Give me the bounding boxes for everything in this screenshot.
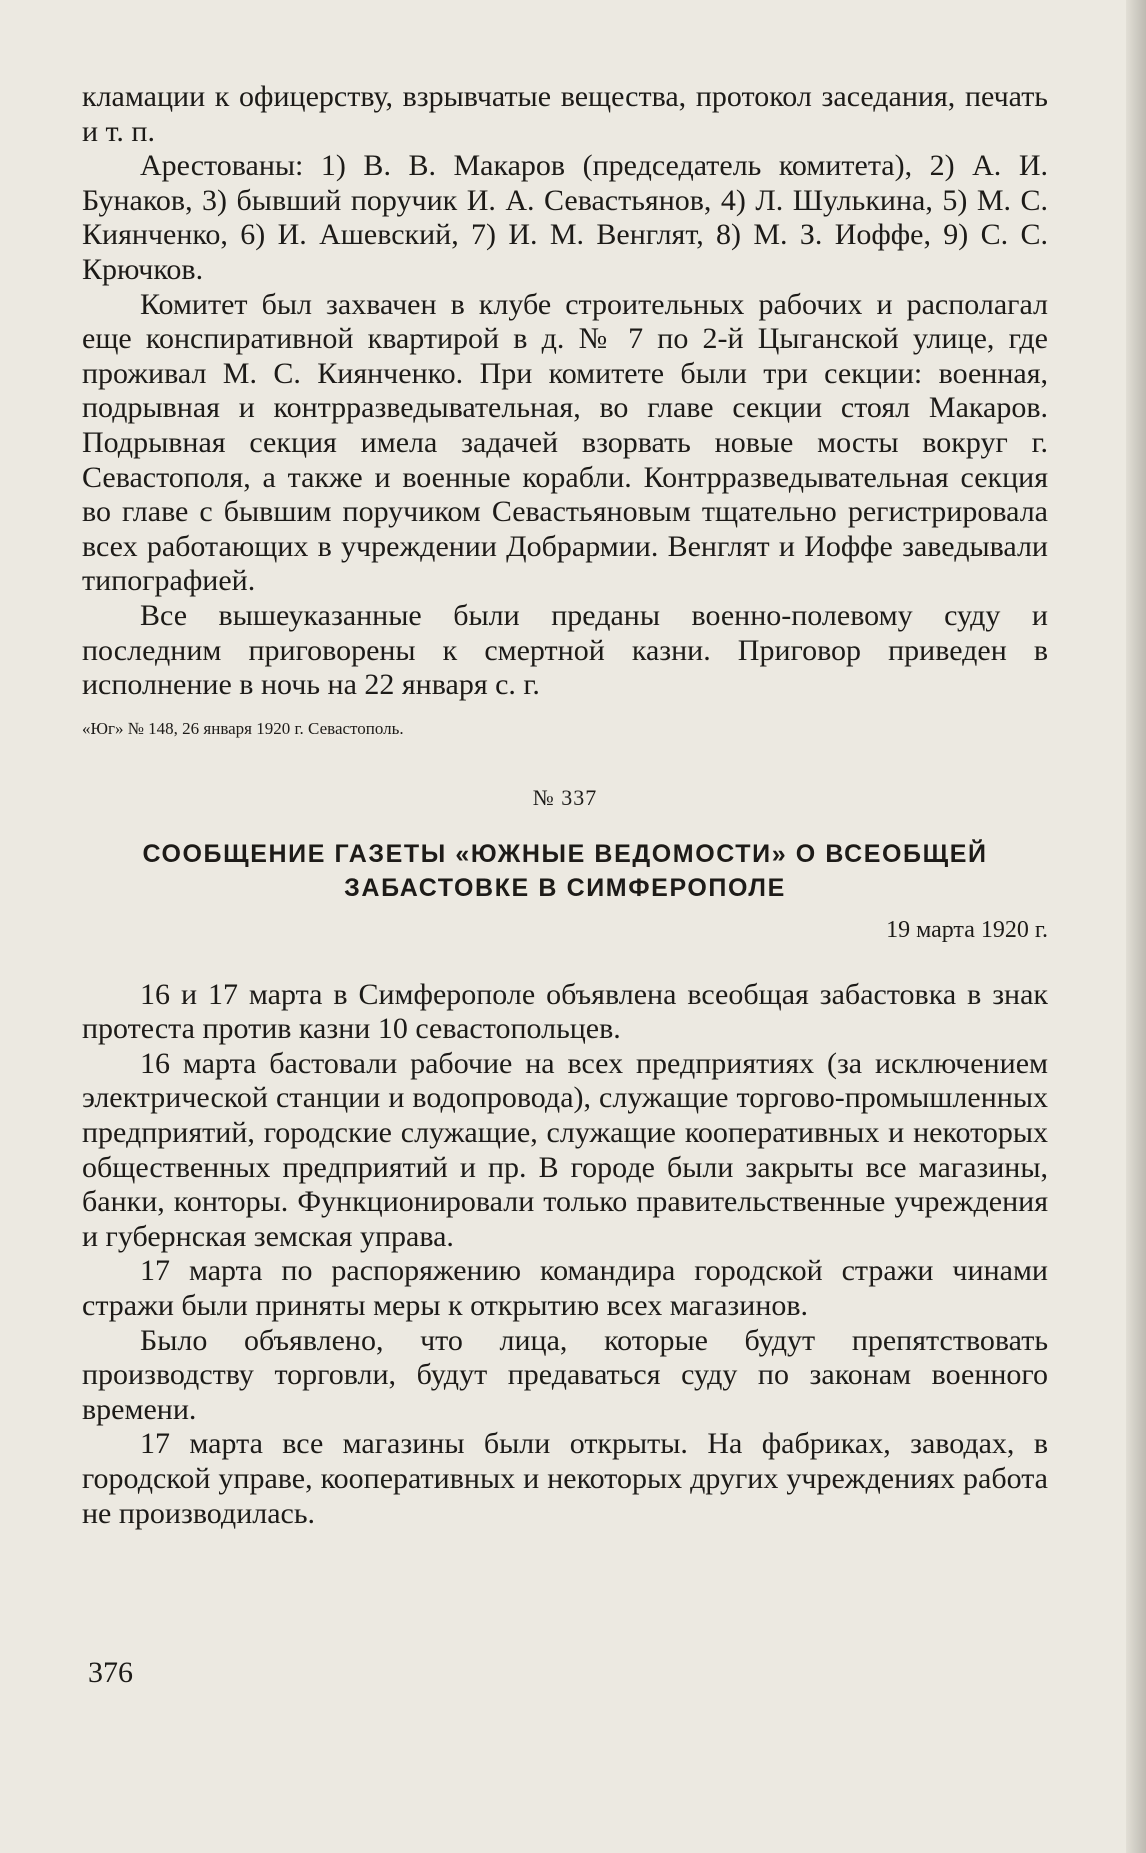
paragraph-march-16: 16 марта бастовали рабочие на всех предприятиях (за исключением электрической станции и водопровода), служащие торгово-промышленных предприятий, городские служащие, служащие кооперативных и некоторых общественных предприятий и пр. В городе были закрыты все магазины, банки, конторы. Функционировали только правительственные учреждения и губернская земская управа. — [82, 1046, 1048, 1253]
document-number: № 337 — [532, 784, 598, 810]
paragraph-announcement: Было объявлено, что лица, которые будут препятствовать производству торговли, будут предаваться суду по законам военного времени. — [82, 1323, 1048, 1426]
text-column — [82, 80, 1048, 1531]
page-number: 376 — [88, 1656, 133, 1689]
document-title: СООБЩЕНИЕ ГАЗЕТЫ «ЮЖНЫЕ ВЕДОМОСТИ» О ВСЕОБЩЕЙ ЗАБАСТОВКЕ В СИМФЕРОПОЛЕ — [142, 839, 988, 902]
page-edge-shadow — [1126, 0, 1146, 1853]
paragraph-continuation: кламации к офицерству, взрывчатые вещества, протокол заседания, печать и т. п. — [82, 80, 1048, 148]
paragraph-arrested-list: Арестованы: 1) В. В. Макаров (председатель комитета), 2) А. И. Бунаков, 3) бывший поручик И. А. Севастьянов, 4) Л. Шулькина, 5) М. С. Киянченко, 6) И. Ашевский, 7) И. М. Венглят, 8) М. З. Иоффе, 9) С. С. Крючков. — [82, 149, 1048, 286]
paragraph-committee: Комитет был захвачен в клубе строительных рабочих и располагал еще конспиративной квартирой в д. № 7 по 2-й Цыганской улице, где проживал М. С. Киянченко. При комитете были три секции: военная, подрывная и контрразведывательная, во главе секции стоял Макаров. Подрывная секция имела задачей взорвать новые мосты вокруг г. Севастополя, а также и военные корабли. Контрразведывательная секция во главе с бывшим поручиком Севастьяновым тщательно регистрировала всех работающих в учреждении Добрармии. Венглят и Иоффе заведывали типографией. — [82, 287, 1048, 598]
paragraph-sentence: Все вышеуказанные были преданы военно-полевому суду и последним приговорены к смертной казни. Приговор приведен в исполнение в ночь на 22 января с. г. — [82, 598, 1048, 702]
paragraph-shops-opened: 17 марта все магазины были открыты. На фабриках, заводах, в городской управе, кооперативных и некоторых других учреждениях работа не производилась. — [82, 1427, 1048, 1530]
paragraph-march-17-guard: 17 марта по распоряжению командира городской стражи чинами стражи были приняты меры к открытию всех магазинов. — [82, 1254, 1048, 1323]
source-citation: «Юг» № 148, 26 января 1920 г. Севастополь. — [82, 718, 404, 738]
document-date: 19 марта 1920 г. — [886, 916, 1048, 943]
paragraph-strike-announced: 16 и 17 марта в Симферополе объявлена всеобщая забастовка в знак протеста против казни 10 севастопольцев. — [82, 977, 1048, 1046]
